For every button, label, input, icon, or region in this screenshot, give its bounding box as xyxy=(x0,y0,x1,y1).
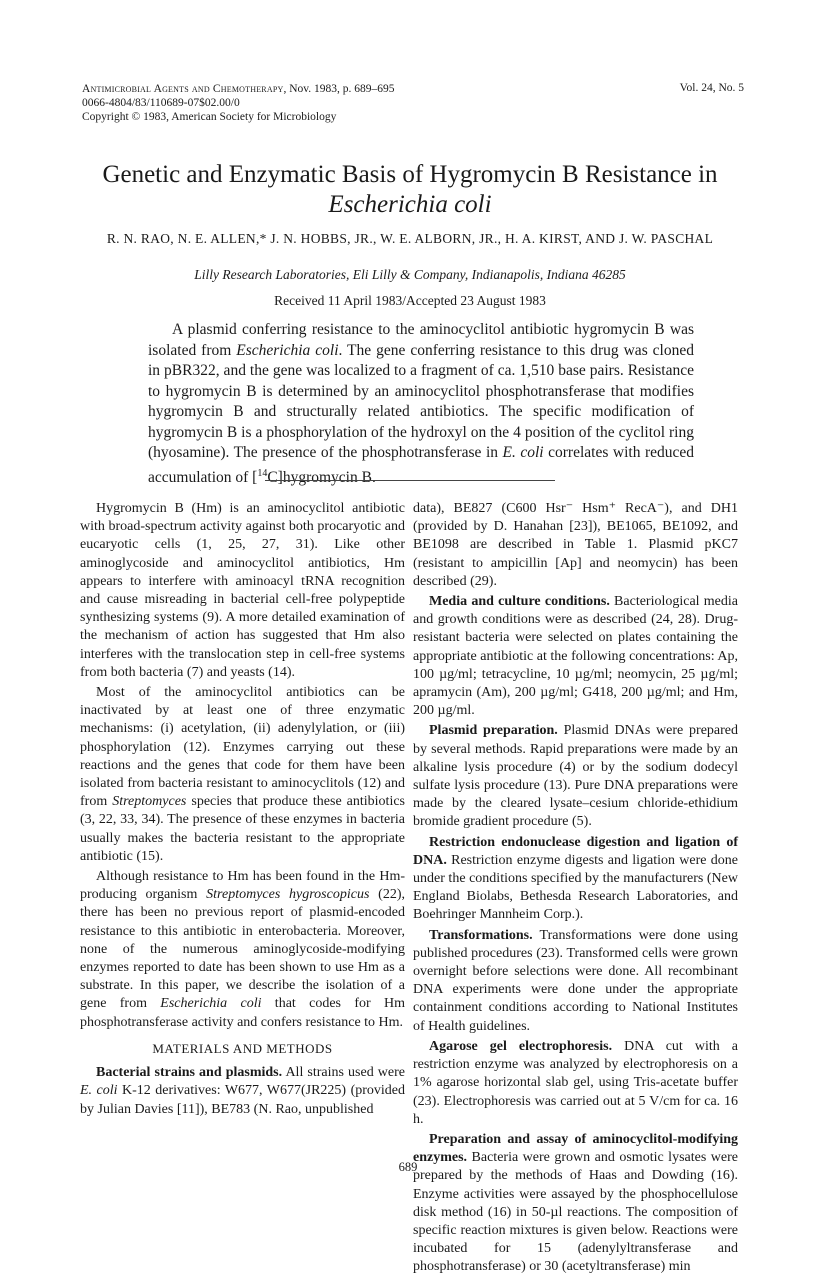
article-title xyxy=(60,160,760,220)
plasmid-paragraph xyxy=(413,722,738,831)
transformation-paragraph xyxy=(413,927,738,1036)
plasmid-text: Plasmid DNAs were prepared by several methods. Rapid preparations were made by an alkaline lysis procedure (4) or by the sodium dodecyl sulfate lysis procedure (13). Pure DNA preparations were made by the cleared lysate–cesium chloride-ethidium bromide gradient procedure (5). xyxy=(413,723,738,830)
agarose-paragraph xyxy=(413,1038,738,1129)
media-paragraph xyxy=(413,593,738,720)
abstract-text-4: C]hygromycin B. xyxy=(267,468,376,486)
abstract-text-3: correlates with reduced accumulation of [ xyxy=(148,444,694,486)
abstract-text-2: . The gene conferring resistance to this drug was cloned in pBR322, and the gene was localized to a fragment of ca. 1,510 base pairs. Resistance to hygromycin B is determined by an aminocyclitol phosphotransferase that modifies hygromycin B and structurally related antibiotics. The specific modification of hygromycin B is a phosphorylation of the hydroxyl on the 4 position of the cyclitol ring (hyosamine). The presence of the phosphotransferase in xyxy=(148,341,694,461)
strains-paragraph xyxy=(80,1064,405,1119)
enzyme-assay-heading: Preparation and assay of aminocyclitol-modifying enzymes. xyxy=(413,1131,738,1166)
isotope-superscript: 14 xyxy=(257,467,268,479)
transformation-text: Transformations were done using published procedures (23). Transformed cells were grown overnight before selections were done. All recombinant DNA experiments were done under the appropriate containment conditions according to National Institutes of Health guidelines. xyxy=(413,927,738,1034)
plasmid-heading: Plasmid preparation. xyxy=(429,723,558,739)
intro-paragraph-1: Hygromycin B (Hm) is an aminocyclitol antibiotic with broad-spectrum activity against both procaryotic and eucaryotic cells (1, 25, 27, 31). Like other aminoglycoside and aminocyclitol antibiotics, Hm appears to interfere with aminoacyl tRNA recognition and cause misreading in bacterial cell-free polypeptide synthesizing systems (9). A more detailed examination of the mechanism of action has suggested that Hm also interferes with the translocation step in cell-free systems from both bacteria (7) and yeasts (14). xyxy=(80,501,405,680)
intro-p3-e: that codes for Hm phosphotransferase activity and confers resistance to Hm. xyxy=(80,996,405,1030)
divider xyxy=(265,480,555,481)
media-text: Bacteriological media and growth conditions were as described (24, 28). Drug-resistant bacteria were selected on plates containing the appropriate antibiotic at the following concentrations: Ap, 100 µg/ml; tetracycline, 10 µg/ml; neomycin, 25 µg/ml; apramycin (Am), 200 µg/ml; G418, 200 µg/ml; and Hm, 200 µg/ml. xyxy=(413,594,738,719)
strains-organism: E. coli xyxy=(80,1083,118,1099)
enzyme-assay-text: Bacteria were grown and osmotic lysates were prepared by the methods of Haas and Dowding (16). Enzyme activities were assayed by the phosphocellulose disk method (16) in 50-µl reactions. The composition of specific reaction mixtures is given below. Reactions were incubated for 15 (adenylyltransferase and phosphotransferase) or 30 (acetyltransferase) min xyxy=(413,1150,738,1275)
title-line-2 xyxy=(60,190,760,220)
intro-p3-organism-2: Escherichia coli xyxy=(160,996,262,1012)
citation: , Nov. 1983, p. 689–695 xyxy=(283,83,395,95)
section-heading-methods: MATERIALS AND METHODS xyxy=(152,1040,333,1056)
abstract xyxy=(148,320,694,488)
restriction-paragraph xyxy=(413,834,738,925)
copyright: Copyright © 1983, American Society for Microbiology xyxy=(82,111,337,123)
left-column xyxy=(80,500,405,1121)
strains-text-c: K-12 derivatives: W677, W677(JR225) (provided by Julian Davies [11]), BE783 (N. Rao, unpublished xyxy=(80,1083,405,1117)
restriction-text: Restriction enzyme digests and ligation were done under the conditions specified by the manufacturers (New England Biolabs, Bethesda Research Laboratories, and Boehringer Mannheim Corp.). xyxy=(413,852,738,923)
journal-header xyxy=(82,82,602,124)
intro-p2-organism: Streptomyces xyxy=(112,794,187,810)
abstract-organism-2: E. coli xyxy=(502,444,544,461)
restriction-heading: Restriction endonuclease digestion and ligation of DNA. xyxy=(413,834,738,868)
author-list: R. N. RAO, N. E. ALLEN,* J. N. HOBBS, JR., W. E. ALBORN, JR., H. A. KIRST, AND J. W. PASCHAL xyxy=(106,231,714,246)
title-organism: Escherichia coli xyxy=(328,191,492,218)
intro-p3-a: Although resistance to Hm has been found in the Hm-producing organism xyxy=(80,869,405,903)
agarose-text: DNA cut with a restriction enzyme was analyzed by electrophoresis on a 1% agarose horizontal slab gel, using Tris-acetate buffer (23). Electrophoresis was carried out at 5 V/cm for ca. 16 h. xyxy=(413,1038,738,1127)
intro-paragraph-3 xyxy=(80,868,405,1032)
media-heading: Media and culture conditions. xyxy=(429,594,610,610)
page-number: 689 xyxy=(398,1160,418,1174)
transformation-heading: Transformations. xyxy=(429,927,533,943)
agarose-heading: Agarose gel electrophoresis. xyxy=(429,1038,613,1054)
abstract-organism-1: Escherichia coli xyxy=(236,341,339,359)
intro-p3-organism: Streptomyces hygroscopicus xyxy=(206,887,370,903)
intro-p2-c: species that produce these antibiotics (3, 22, 33, 34). The presence of these enzymes in bacteria usually makes the bacteria resistant to the appropriate antibiotic (15). xyxy=(80,794,405,864)
title-line-1: Genetic and Enzymatic Basis of Hygromycin B Resistance in xyxy=(102,161,718,188)
enzyme-assay-paragraph xyxy=(413,1131,738,1277)
received-dates: Received 11 April 1983/Accepted 23 August 1983 xyxy=(274,293,546,308)
affiliation: Lilly Research Laboratories, Eli Lilly & Company, Indianapolis, Indiana 46285 xyxy=(194,267,626,282)
intro-paragraph-2 xyxy=(80,684,405,866)
strains-text-a: All strains used were xyxy=(282,1065,406,1081)
strains-continued: data), BE827 (C600 Hsr⁻ Hsm⁺ RecA⁻), and DH1 (provided by D. Hanahan [23]), BE1065, BE1092, and BE1098 are described in Table 1. Plasmid pKC7 (resistant to ampicillin [Ap] and neomycin) has been described (29). xyxy=(413,501,738,589)
strains-heading: Bacterial strains and plasmids. xyxy=(96,1065,283,1081)
intro-p3-c: (22), there has been no previous report of plasmid-encoded resistance to this antibiotic in enterobacteria. Moreover, none of the numerous aminoglycoside-modifying enzymes reported to date has been shown to use Hm as a substrate. In this paper, we describe the isolation of a gene from xyxy=(80,887,405,1012)
intro-p2-a: Most of the aminocyclitol antibiotics can be inactivated by at least one of three enzymatic mechanisms: (i) acetylation, (ii) adenylylation, or (iii) phosphorylation (12). Enzymes carrying out these reactions and the genes that code for them have been isolated from bacteria resistant to aminocyclitols (12) and from xyxy=(80,685,405,810)
volume-info: Vol. 24, No. 5 xyxy=(679,82,744,94)
abstract-text-1: A plasmid conferring resistance to the aminocyclitol antibiotic hygromycin B was isolated from xyxy=(148,321,694,359)
article-code: 0066-4804/83/110689-07$02.00/0 xyxy=(82,97,240,109)
journal-name: Antimicrobial Agents and Chemotherapy xyxy=(82,83,284,95)
